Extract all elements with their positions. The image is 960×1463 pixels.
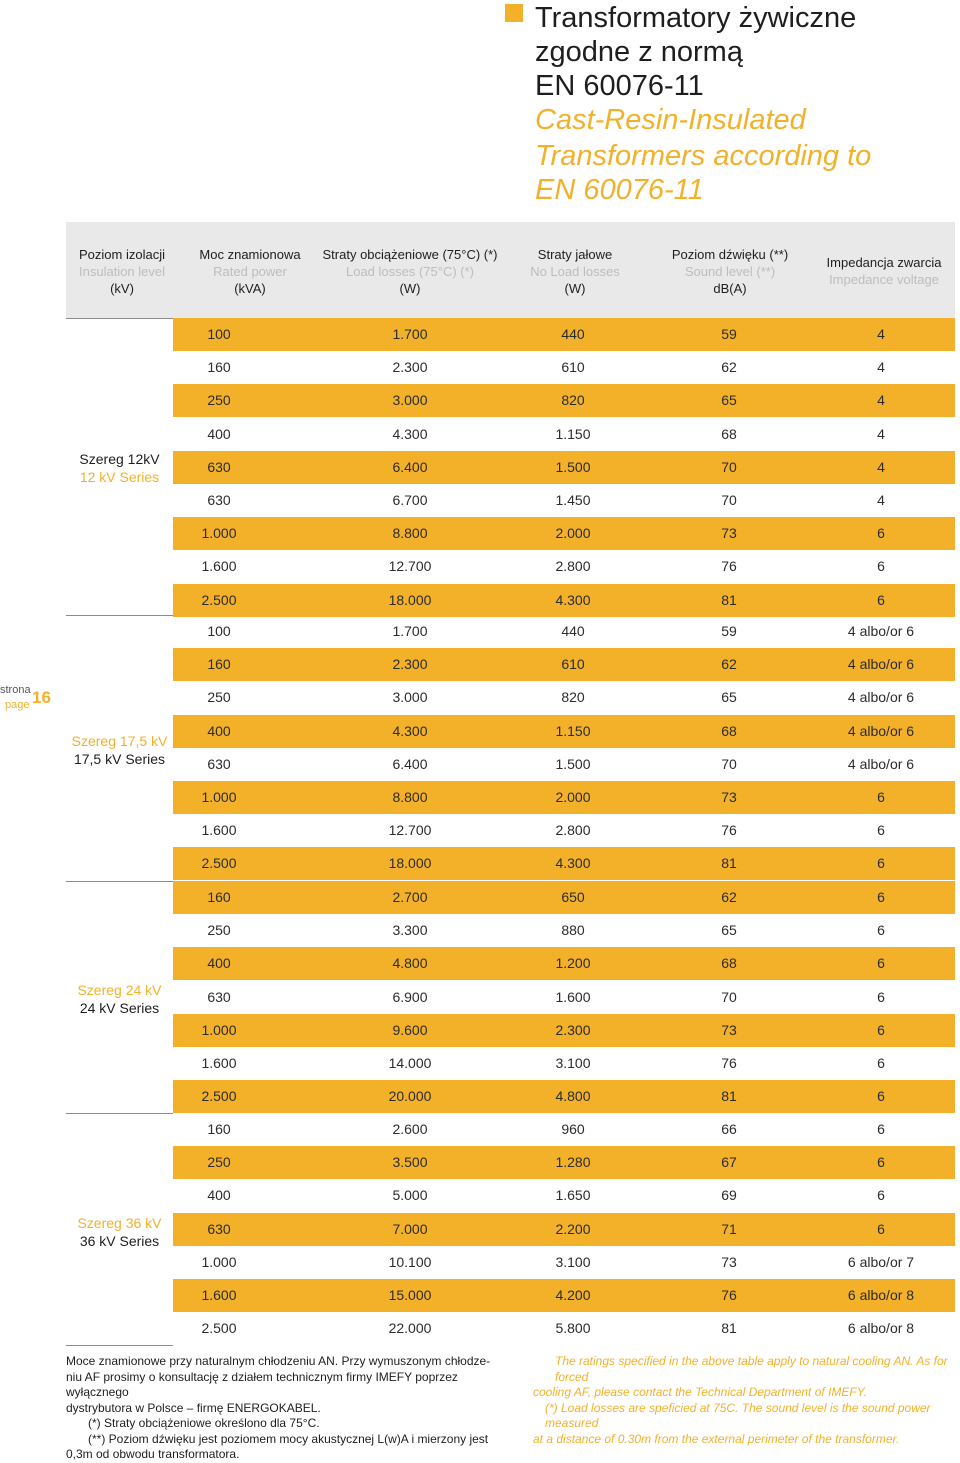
table-row: [173, 451, 955, 484]
cell-load-losses: 9.600: [392, 1022, 428, 1038]
cell-no-load-losses: 610: [561, 656, 585, 672]
table-row: [173, 351, 955, 384]
group-label-pl: Szereg 17,5 kV: [71, 733, 168, 749]
cell-rated-power: 1.000: [201, 789, 237, 805]
cell-no-load-losses: 820: [561, 689, 585, 705]
table-row: [173, 981, 955, 1014]
cell-sound-level: 76: [721, 1287, 737, 1303]
note-line: dystrybutora w Polsce – firmę ENERGOKABEL.: [66, 1400, 321, 1415]
cell-sound-level: 70: [721, 756, 737, 772]
cell-rated-power: 2.500: [201, 1320, 237, 1336]
cell-no-load-losses: 1.200: [555, 955, 591, 971]
cell-rated-power: 1.600: [201, 1055, 237, 1071]
cell-load-losses: 3.000: [392, 392, 428, 408]
cell-load-losses: 6.700: [392, 492, 428, 508]
group-separator: [66, 1113, 173, 1114]
cell-sound-level: 81: [721, 592, 737, 608]
group-label-pl: Szereg 12kV: [79, 451, 160, 467]
cell-no-load-losses: 1.500: [555, 756, 591, 772]
cell-rated-power: 630: [207, 1221, 231, 1237]
header-label-pl: Straty obciążeniowe (75°C) (*): [322, 247, 498, 262]
header-label-pl: Straty jałowe: [537, 247, 613, 262]
note-line: (**) Poziom dźwięku jest poziomem mocy akustycznej L(w)A i mierzony jest: [88, 1431, 489, 1446]
group-label-en: 12 kV Series: [79, 469, 160, 485]
group-separator: [66, 1345, 173, 1346]
cell-no-load-losses: 3.100: [555, 1254, 591, 1270]
cell-impedance: 4: [877, 326, 885, 342]
cell-impedance: 4: [877, 426, 885, 442]
cell-rated-power: 1.600: [201, 558, 237, 574]
cell-sound-level: 73: [721, 525, 737, 541]
table-row: [173, 1047, 955, 1080]
cell-rated-power: 630: [207, 492, 231, 508]
cell-load-losses: 8.800: [392, 525, 428, 541]
cell-load-losses: 4.800: [392, 955, 428, 971]
page-number: 16: [32, 688, 51, 707]
cell-load-losses: 2.700: [392, 889, 428, 905]
cell-load-losses: 2.300: [392, 656, 428, 672]
cell-rated-power: 250: [207, 1154, 231, 1170]
cell-rated-power: 400: [207, 955, 231, 971]
cell-no-load-losses: 2.800: [555, 822, 591, 838]
cell-impedance: 6: [877, 989, 885, 1005]
cell-load-losses: 6.400: [392, 756, 428, 772]
cell-no-load-losses: 880: [561, 922, 585, 938]
cell-rated-power: 250: [207, 922, 231, 938]
header-label-en: Sound level (**): [684, 264, 776, 279]
cell-no-load-losses: 2.300: [555, 1022, 591, 1038]
table-row: [173, 648, 955, 681]
cell-no-load-losses: 2.800: [555, 558, 591, 574]
cell-impedance: 4 albo/or 6: [847, 756, 915, 772]
cell-rated-power: 2.500: [201, 1088, 237, 1104]
cell-impedance: 6: [877, 789, 885, 805]
cell-rated-power: 400: [207, 426, 231, 442]
cell-impedance: 6: [877, 1022, 885, 1038]
header-load-losses: [320, 246, 500, 297]
header-unit: (kVA): [234, 281, 266, 296]
header-label-en: Insulation level: [79, 264, 165, 279]
cell-impedance: 6: [877, 855, 885, 871]
cell-sound-level: 70: [721, 492, 737, 508]
cell-load-losses: 6.400: [392, 459, 428, 475]
cell-no-load-losses: 440: [561, 326, 585, 342]
cell-no-load-losses: 820: [561, 392, 585, 408]
cell-sound-level: 71: [721, 1221, 737, 1237]
table-row: [173, 1113, 955, 1146]
cell-sound-level: 66: [721, 1121, 737, 1137]
cell-rated-power: 1.000: [201, 1022, 237, 1038]
cell-rated-power: 400: [207, 1187, 231, 1203]
cell-load-losses: 3.000: [392, 689, 428, 705]
cell-sound-level: 62: [721, 656, 737, 672]
cell-no-load-losses: 2.000: [555, 789, 591, 805]
group-label-en: 17,5 kV Series: [73, 751, 166, 767]
cell-no-load-losses: 610: [561, 359, 585, 375]
group-label-24kv: [66, 981, 173, 1017]
notes-en: [533, 1354, 955, 1447]
cell-rated-power: 2.500: [201, 855, 237, 871]
cell-impedance: 6: [877, 1154, 885, 1170]
header-label-en: No Load losses: [530, 264, 620, 279]
cell-impedance: 6 albo/or 8: [847, 1287, 915, 1303]
cell-load-losses: 22.000: [388, 1320, 432, 1336]
cell-load-losses: 18.000: [388, 855, 432, 871]
header-no-load-losses: [520, 246, 630, 297]
cell-sound-level: 69: [721, 1187, 737, 1203]
cell-sound-level: 67: [721, 1154, 737, 1170]
table-row: [173, 781, 955, 814]
header-rated-power: [190, 246, 310, 297]
cell-rated-power: 630: [207, 756, 231, 772]
table-header: [66, 222, 955, 318]
group-separator: [66, 615, 173, 616]
cell-sound-level: 59: [721, 326, 737, 342]
group-label-pl: Szereg 24 kV: [77, 982, 162, 998]
note-line: niu AF prosimy o konsultację z działem technicznym firmy IMEFY poprzez wyłącznego: [66, 1369, 458, 1399]
cell-no-load-losses: 440: [561, 623, 585, 639]
group-label-en: 36 kV Series: [79, 1233, 160, 1249]
cell-sound-level: 68: [721, 955, 737, 971]
header-label-pl: Impedancja zwarcia: [826, 255, 942, 270]
group-label-17-5kv: [66, 732, 173, 768]
cell-rated-power: 250: [207, 689, 231, 705]
table-row: [173, 550, 955, 583]
cell-load-losses: 3.500: [392, 1154, 428, 1170]
cell-no-load-losses: 3.100: [555, 1055, 591, 1071]
cell-impedance: 4: [877, 492, 885, 508]
table-row: [173, 1246, 955, 1279]
cell-no-load-losses: 2.000: [555, 525, 591, 541]
cell-no-load-losses: 960: [561, 1121, 585, 1137]
cell-impedance: 4 albo/or 6: [847, 689, 915, 705]
group-label-12kv: [66, 450, 173, 486]
cell-impedance: 4: [877, 392, 885, 408]
cell-rated-power: 1.600: [201, 822, 237, 838]
cell-sound-level: 81: [721, 1320, 737, 1336]
cell-sound-level: 70: [721, 989, 737, 1005]
cell-sound-level: 65: [721, 922, 737, 938]
cell-impedance: 6: [877, 922, 885, 938]
cell-impedance: 6: [877, 1121, 885, 1137]
cell-sound-level: 65: [721, 689, 737, 705]
table-row: [173, 1179, 955, 1212]
cell-no-load-losses: 1.150: [555, 426, 591, 442]
cell-load-losses: 2.600: [392, 1121, 428, 1137]
cell-sound-level: 73: [721, 1254, 737, 1270]
table-row: [173, 947, 955, 980]
table-row: [173, 847, 955, 880]
cell-load-losses: 10.100: [388, 1254, 432, 1270]
cell-sound-level: 81: [721, 1088, 737, 1104]
cell-load-losses: 6.900: [392, 989, 428, 1005]
cell-impedance: 4: [877, 459, 885, 475]
cell-no-load-losses: 4.300: [555, 855, 591, 871]
header-unit: (W): [564, 281, 586, 296]
page-word-pl: strona: [0, 684, 31, 696]
cell-rated-power: 100: [207, 623, 231, 639]
cell-sound-level: 70: [721, 459, 737, 475]
cell-no-load-losses: 1.280: [555, 1154, 591, 1170]
header-label-pl: Poziom dźwięku (**): [671, 247, 789, 262]
table-row: [173, 1014, 955, 1047]
note-line: cooling AF, please contact the Technical Department of IMEFY.: [533, 1385, 867, 1399]
table-row: [173, 584, 955, 617]
cell-impedance: 6: [877, 1221, 885, 1237]
table-row: [173, 914, 955, 947]
table-row: [173, 318, 955, 351]
cell-load-losses: 18.000: [388, 592, 432, 608]
cell-rated-power: 630: [207, 459, 231, 475]
cell-load-losses: 1.700: [392, 623, 428, 639]
group-label-36kv: [66, 1214, 173, 1250]
note-line: 0,3m od obwodu transformatora.: [66, 1447, 240, 1461]
table-row: [173, 484, 955, 517]
cell-sound-level: 73: [721, 789, 737, 805]
cell-impedance: 6: [877, 558, 885, 574]
note-line: at a distance of 0.30m from the external perimeter of the transformer.: [533, 1431, 900, 1446]
cell-no-load-losses: 4.800: [555, 1088, 591, 1104]
cell-impedance: 6: [877, 1055, 885, 1071]
cell-load-losses: 3.300: [392, 922, 428, 938]
note-line: Moce znamionowe przy naturalnym chłodzeniu AN. Przy wymuszonym chłodze-: [66, 1354, 491, 1368]
note-line: The ratings specified in the above table apply to natural cooling AN. As for forced: [555, 1354, 948, 1384]
cell-load-losses: 1.700: [392, 326, 428, 342]
header-impedance-voltage: [818, 254, 950, 288]
cell-sound-level: 68: [721, 723, 737, 739]
cell-sound-level: 73: [721, 1022, 737, 1038]
cell-impedance: 4: [877, 359, 885, 375]
cell-load-losses: 14.000: [388, 1055, 432, 1071]
cell-impedance: 4 albo/or 6: [847, 723, 915, 739]
header-sound-level: [660, 246, 800, 297]
cell-impedance: 4 albo/or 6: [847, 656, 915, 672]
cell-rated-power: 160: [207, 359, 231, 375]
table-row: [173, 1080, 955, 1113]
table-row: [173, 681, 955, 714]
table-row: [173, 881, 955, 914]
group-separator: [66, 318, 173, 319]
header-insulation-level: [70, 246, 174, 297]
title-en-line: EN 60076-11: [535, 174, 704, 206]
cell-no-load-losses: 1.150: [555, 723, 591, 739]
cell-no-load-losses: 4.300: [555, 592, 591, 608]
title-pl-line: zgodne z normą: [535, 36, 743, 68]
table-row: [173, 384, 955, 417]
cell-sound-level: 76: [721, 558, 737, 574]
cell-impedance: 6 albo/or 7: [847, 1254, 915, 1270]
header-unit: (kV): [110, 281, 134, 296]
cell-sound-level: 76: [721, 1055, 737, 1071]
cell-no-load-losses: 5.800: [555, 1320, 591, 1336]
group-label-pl: Szereg 36 kV: [77, 1215, 162, 1231]
title-en-line: Transformers according to: [535, 140, 872, 172]
cell-no-load-losses: 1.450: [555, 492, 591, 508]
group-separator: [66, 881, 173, 882]
cell-sound-level: 76: [721, 822, 737, 838]
cell-sound-level: 65: [721, 392, 737, 408]
table-row: [173, 1146, 955, 1179]
cell-rated-power: 1.000: [201, 525, 237, 541]
page-word-en: page: [5, 699, 30, 711]
header-unit: dB(A): [713, 281, 747, 296]
cell-sound-level: 59: [721, 623, 737, 639]
cell-sound-level: 62: [721, 359, 737, 375]
cell-load-losses: 8.800: [392, 789, 428, 805]
cell-no-load-losses: 1.650: [555, 1187, 591, 1203]
table-row: [173, 418, 955, 451]
cell-impedance: 6 albo/or 8: [847, 1320, 915, 1336]
cell-no-load-losses: 4.200: [555, 1287, 591, 1303]
cell-impedance: 6: [877, 592, 885, 608]
cell-load-losses: 4.300: [392, 426, 428, 442]
cell-no-load-losses: 1.600: [555, 989, 591, 1005]
cell-rated-power: 100: [207, 326, 231, 342]
cell-impedance: 4 albo/or 6: [847, 623, 915, 639]
cell-load-losses: 5.000: [392, 1187, 428, 1203]
cell-impedance: 6: [877, 889, 885, 905]
cell-no-load-losses: 2.200: [555, 1221, 591, 1237]
table-row: [173, 615, 955, 648]
cell-rated-power: 400: [207, 723, 231, 739]
table-row: [173, 715, 955, 748]
cell-sound-level: 68: [721, 426, 737, 442]
cell-rated-power: 160: [207, 1121, 231, 1137]
cell-impedance: 6: [877, 1088, 885, 1104]
cell-impedance: 6: [877, 525, 885, 541]
table-row: [173, 1279, 955, 1312]
title-square-icon: [505, 4, 523, 22]
cell-rated-power: 160: [207, 656, 231, 672]
cell-rated-power: 1.600: [201, 1287, 237, 1303]
header-label-pl: Moc znamionowa: [199, 247, 301, 262]
page-marker: [0, 684, 60, 718]
cell-impedance: 6: [877, 822, 885, 838]
cell-sound-level: 81: [721, 855, 737, 871]
header-label-en: Impedance voltage: [829, 272, 939, 287]
title-pl-line: Transformatory żywiczne: [535, 2, 857, 34]
note-line: (*) Straty obciążeniowe określono dla 75°C.: [88, 1416, 320, 1430]
header-label-pl: Poziom izolacji: [79, 247, 165, 262]
table-row: [173, 1213, 955, 1246]
cell-load-losses: 15.000: [388, 1287, 432, 1303]
group-label-en: 24 kV Series: [79, 1000, 160, 1016]
note-line: (*) Load losses are speficied at 75C. The sound level is the sound power measured: [545, 1400, 931, 1430]
cell-load-losses: 4.300: [392, 723, 428, 739]
cell-no-load-losses: 650: [561, 889, 585, 905]
cell-load-losses: 12.700: [388, 822, 432, 838]
table-row: [173, 814, 955, 847]
notes-pl: [66, 1354, 491, 1463]
cell-rated-power: 630: [207, 989, 231, 1005]
header-label-en: Load losses (75°C) (*): [345, 264, 475, 279]
cell-load-losses: 20.000: [388, 1088, 432, 1104]
table-row: [173, 517, 955, 550]
cell-rated-power: 250: [207, 392, 231, 408]
table-row: [173, 1312, 955, 1345]
title-en-line: Cast-Resin-Insulated: [535, 104, 806, 136]
header-label-en: Rated power: [213, 264, 287, 279]
cell-load-losses: 2.300: [392, 359, 428, 375]
cell-no-load-losses: 1.500: [555, 459, 591, 475]
cell-impedance: 6: [877, 1187, 885, 1203]
cell-load-losses: 7.000: [392, 1221, 428, 1237]
cell-load-losses: 12.700: [388, 558, 432, 574]
cell-rated-power: 1.000: [201, 1254, 237, 1270]
cell-sound-level: 62: [721, 889, 737, 905]
cell-impedance: 6: [877, 955, 885, 971]
cell-rated-power: 2.500: [201, 592, 237, 608]
title-pl-line: EN 60076-11: [535, 70, 704, 102]
header-unit: (W): [399, 281, 421, 296]
table-row: [173, 748, 955, 781]
cell-rated-power: 160: [207, 889, 231, 905]
